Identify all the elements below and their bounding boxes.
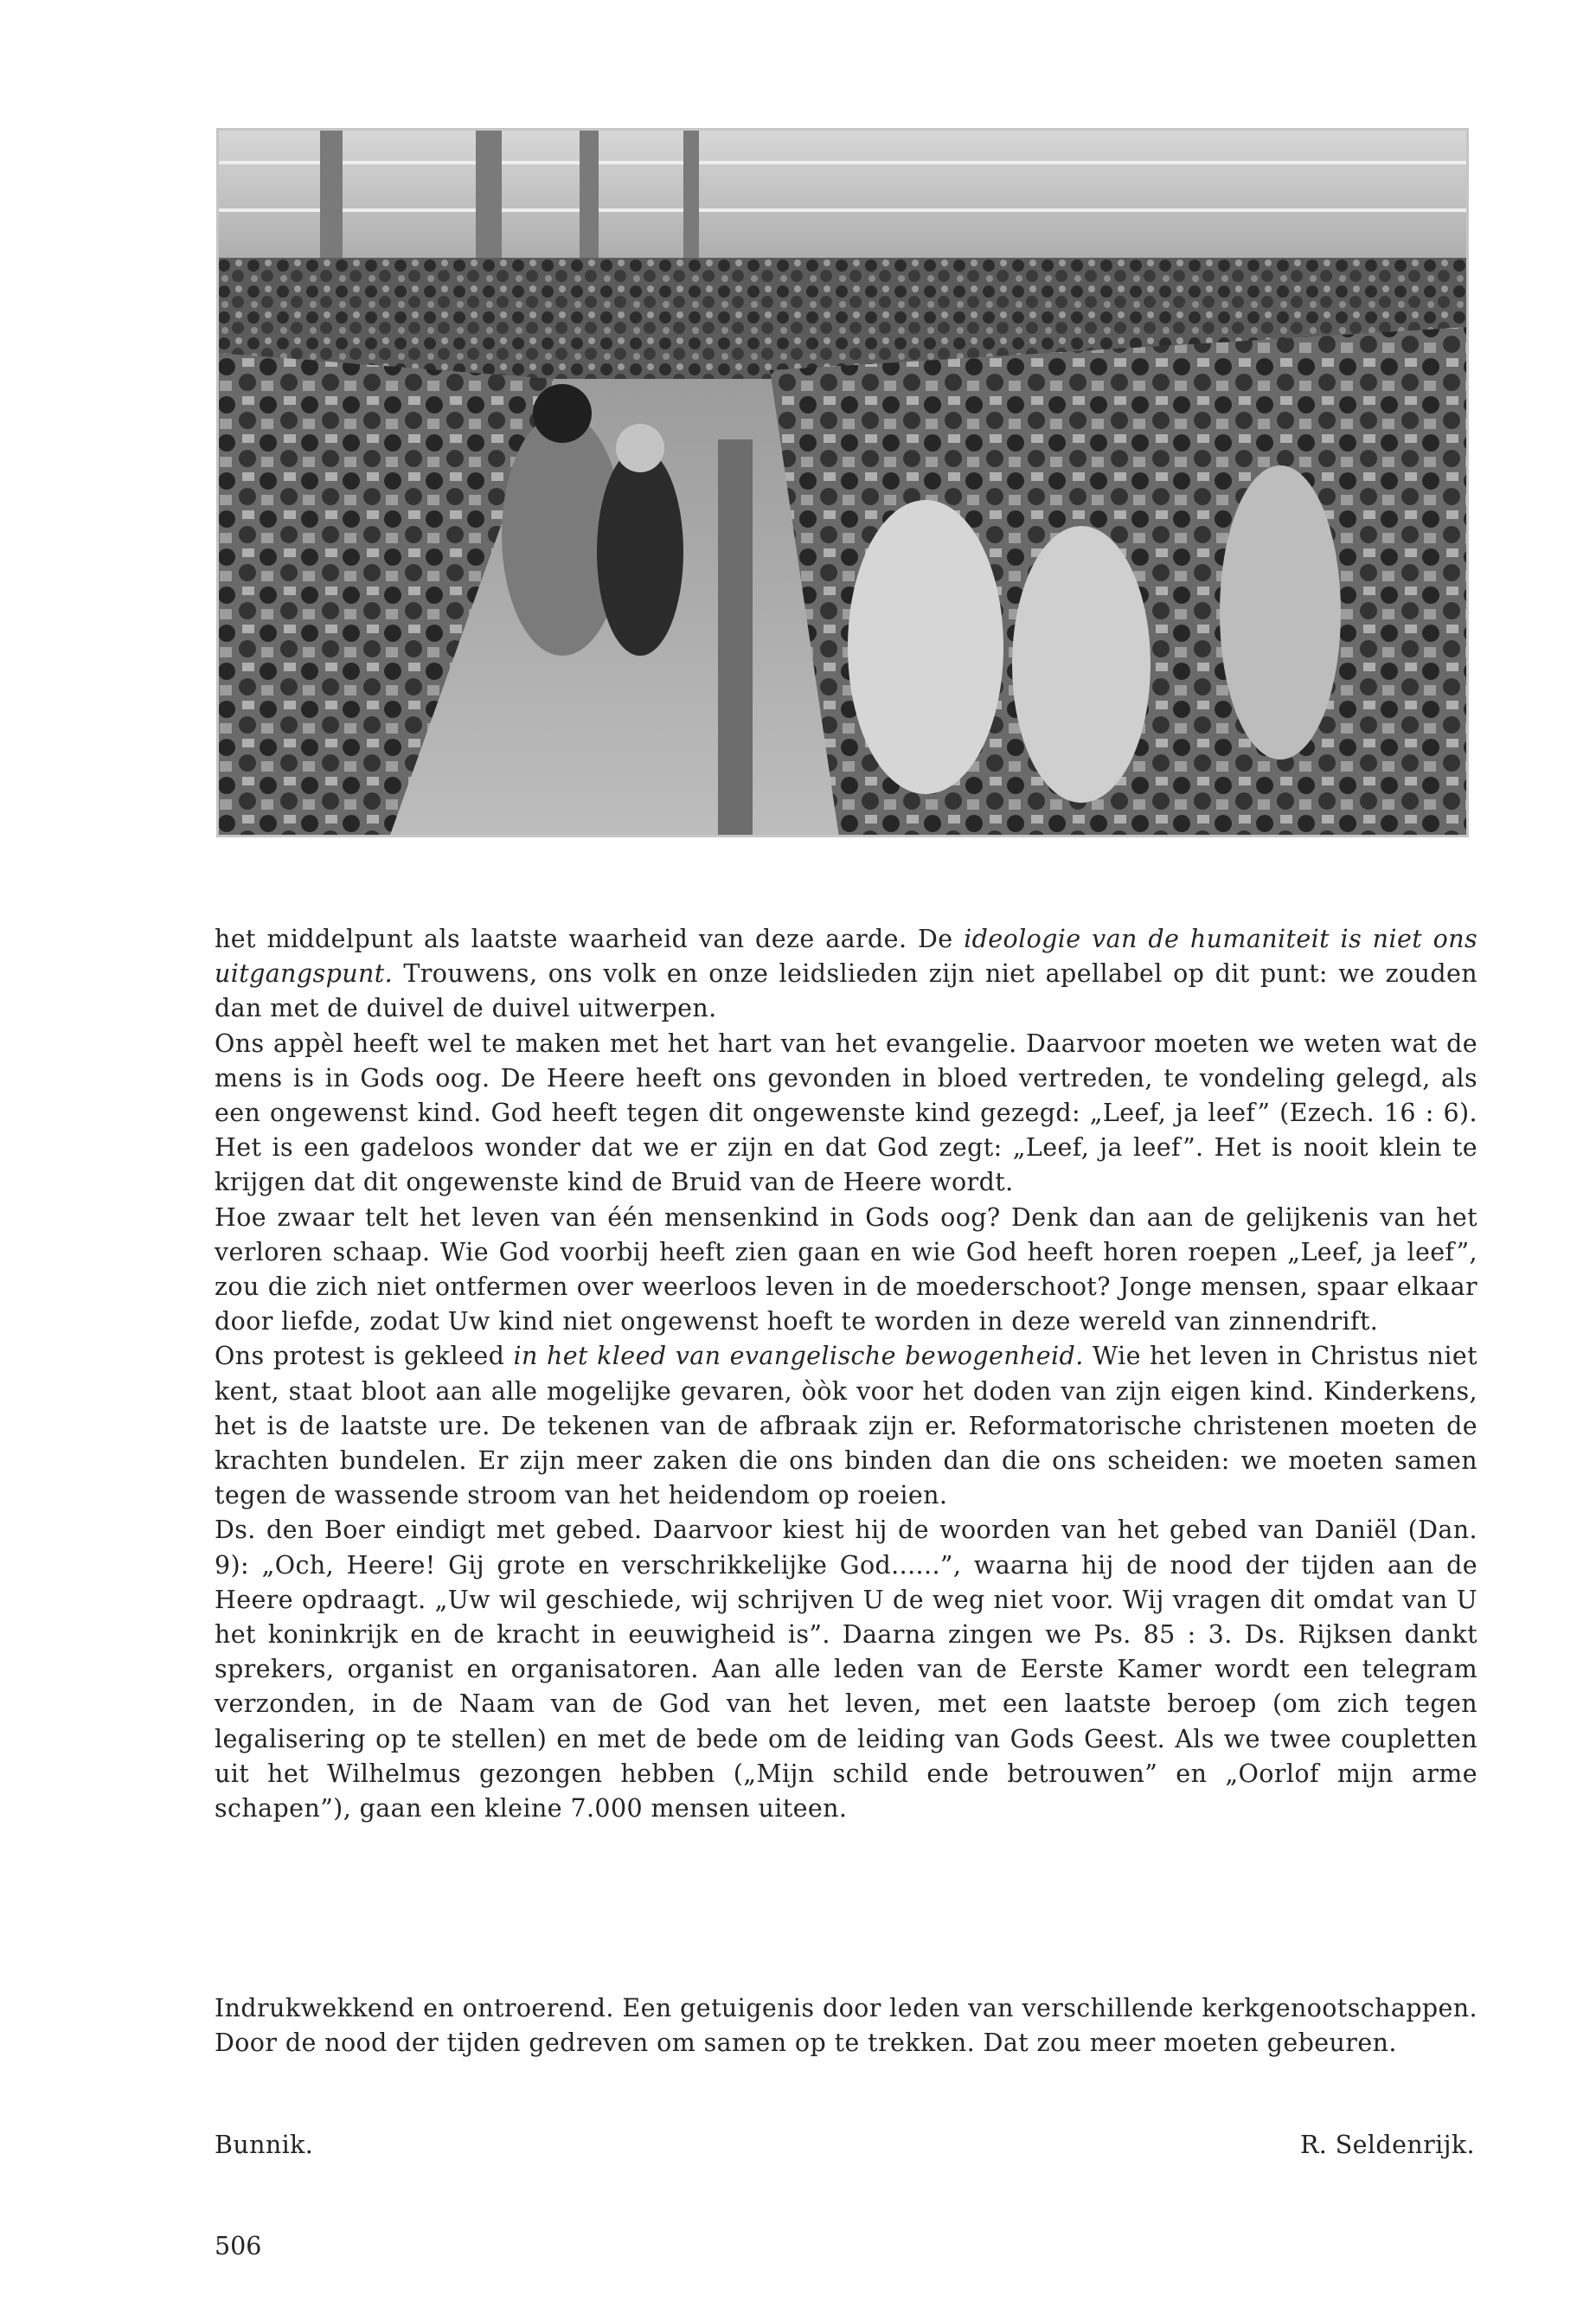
paragraph-5: Ds. den Boer eindigt met gebed. Daarvoor kiest hij de woorden van het gebed van Daniël (Dan. 9): „Och, Heere! Gij grote en verschrikkelijke God......”, waarna hij de nood der tijden aan de Heere opdraagt. „Uw wil geschiede, wij schrijven U de weg niet voor. Wij vragen dit omdat van U het koninkrijk en de kracht in eeuwigheid is”. Daarna zingen we Ps. 85 : 3. Ds. Rijksen dankt sprekers, organist en organisatoren. Aan alle leden van de Eerste Kamer wordt een telegram verzonden, in de Naam van de God van het leven, met een laatste beroep (om zich tegen legalisering op te stellen) en met de bede om de leiding van Gods Geest. Als we twee coupletten uit het Wilhelmus gezongen hebben („Mijn schild ende betrouwen” en „Oorlof mijn arme schapen”), gaan een kleine 7.000 mensen uiteen. — [215, 1516, 1477, 1823]
paragraph-4: Ons protest is gekleed in het kleed van evangelische bewogenheid. Wie het leven in Christus niet kent, staat bloot aan alle mogelijke gevaren, òòk voor het doden van zijn eigen kind. Kinderkens, het is de laatste ure. De tekenen van de afbraak zijn er. Reformatorische christenen moeten de krachten bundelen. Er zijn meer zaken die ons binden dan die ons scheiden: we moeten samen tegen de wassende stroom van het heidendom op roeien. — [215, 1342, 1478, 1510]
signature-place: Bunnik. — [215, 2131, 314, 2159]
crowd-in-hall-photo-icon — [216, 128, 1469, 837]
paragraph-3: Hoe zwaar telt het leven van één mensenkind in Gods oog? Denk dan aan de gelijkenis van het verloren schaap. Wie God voorbij heeft zien gaan en wie God heeft horen roepen „Leef, ja leef”, zou die zich niet ontfermen over weerloos leven in de moederschoot? Jonge mensen, spaar elkaar door liefde, zodat Uw kind niet ongewenst hoeft te worden in deze wereld van zinnendrift. — [215, 1202, 1477, 1336]
closing-paragraph: Indrukwekkend en ontroerend. Een getuigenis door leden van verschillende kerkgenootschappen. Door de nood der tijden gedreven om samen op te trekken. Dat zou meer moeten gebeuren. — [215, 1994, 1477, 2058]
page-number: 506 — [215, 2232, 262, 2260]
signature-author: R. Seldenrijk. — [1299, 2131, 1475, 2159]
article-body — [215, 922, 1477, 1826]
italic-phrase: ideologie van de humaniteit is niet ons uitgangspunt. — [215, 925, 1477, 989]
crowd-photo — [216, 128, 1469, 837]
paragraph-1: het middelpunt als laatste waarheid van deze aarde. De ideologie van de humaniteit is niet ons uitgangspunt. Trouwens, ons volk en onze leidslieden zijn niet apellabel op dit punt: we zouden dan met de duivel de duivel uitwerpen. — [215, 925, 1477, 1023]
italic-phrase: in het kleed van evangelische bewogenheid. — [513, 1342, 1084, 1371]
paragraph-2: Ons appèl heeft wel te maken met het hart van het evangelie. Daarvoor moeten we weten wat de mens is in Gods oog. De Heere heeft ons gevonden in bloed vertreden, te vondeling gelegd, als een ongewenst kind. God heeft tegen dit ongewenste kind gezegd: „Leef, ja leef” (Ezech. 16 : 6). Het is een gadeloos wonder dat we er zijn en dat God zegt: „Leef, ja leef”. Het is nooit klein te krijgen dat dit ongewenste kind de Bruid van de Heere wordt. — [215, 1029, 1477, 1197]
